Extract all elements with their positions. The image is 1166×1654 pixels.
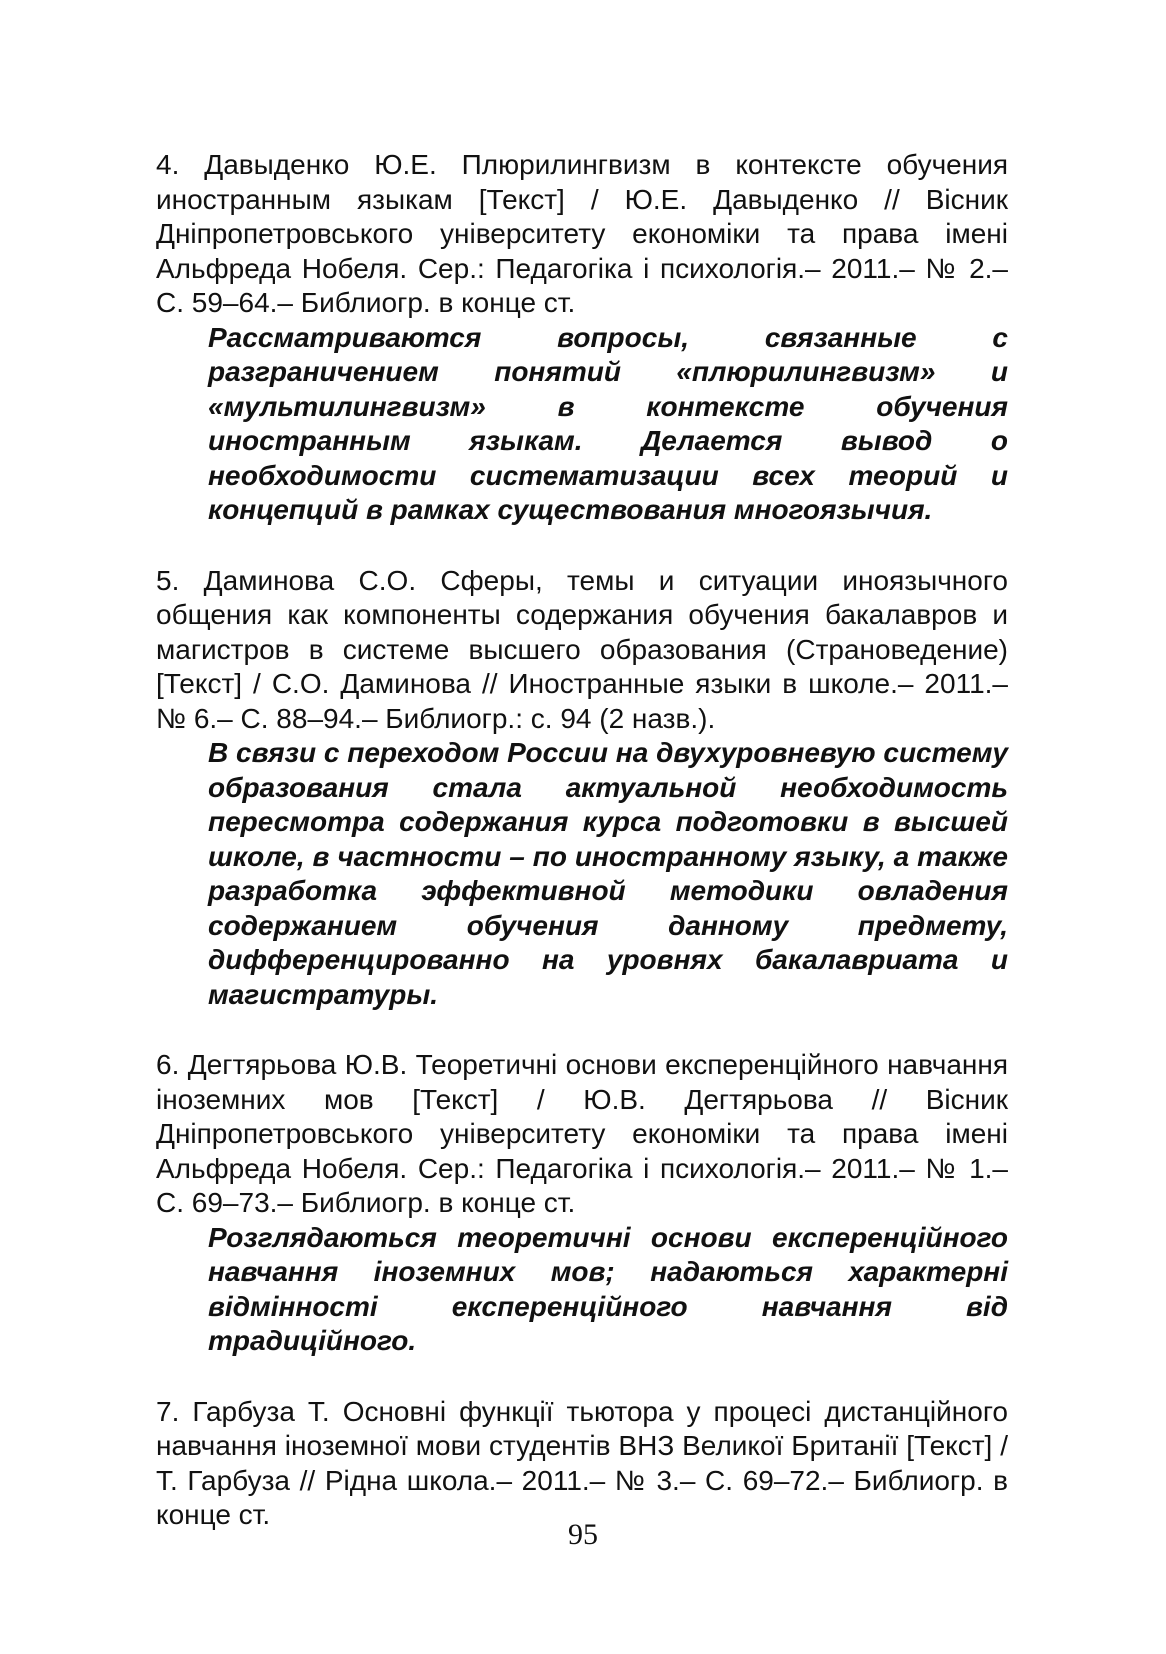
entry-citation: 5. Даминова С.О. Сферы, темы и ситуации иноязычного общения как компоненты содержания обучения бакалавров и магистров в системе высшего образования (Страноведение) [Текст] / С.О. Даминова // Иностранные языки в школе.– 2011.– № 6.– С. 88–94.– Библиогр.: с. 94 (2 назв.). <box>156 564 1008 734</box>
entry-annotation: Розглядаються теоретичні основи експеренційного навчання іноземних мов; надаються характерні відмінності експеренційного навчання від традиційного. <box>208 1221 1008 1356</box>
bibliography-page <box>156 148 1008 1569</box>
entry-citation: 6. Дегтярьова Ю.В. Теоретичні основи експеренційного навчання іноземних мов [Текст] / Ю.В. Дегтярьова // Вісник Дніпропетровського університету економіки та права імені Альфреда Нобеля. Сер.: Педагогіка і психологія.– 2011.– № 1.– С. 69–73.– Библиогр. в конце ст. <box>156 1049 1008 1218</box>
entry-citation: 4. Давыденко Ю.Е. Плюрилингвизм в контексте обучения иностранным языкам [Текст] / Ю.Е. Давыденко // Вісник Дніпропетровського університету економіки та права імені Альфреда Нобеля. Сер.: Педагогіка і психологія.– 2011.– № 2.– С. 59–64.– Библиогр. в конце ст. <box>156 149 1008 318</box>
bibliography-entry-7 <box>156 1395 1008 1533</box>
bibliography-entry-4 <box>156 148 1008 528</box>
entry-annotation: Рассматриваются вопросы, связанные с разграничением понятий «плюрилингвизм» и «мультилингвизм» в контексте обучения иностранным языкам. Делается вывод о необходимости систематизации всех теорий и концепций в рамках существования многоязычия. <box>208 321 1008 525</box>
page-number: 95 <box>568 1518 598 1551</box>
bibliography-entry-6 <box>156 1048 1008 1359</box>
bibliography-entry-5 <box>156 564 1008 1013</box>
entry-annotation: В связи с переходом России на двухуровневую систему образования стала актуальной необходимость пересмотра содержания курса подготовки в высшей школе, в частности – по иностранному языку, а также разработка эффективной методики овладения содержанием обучения данному предмету, дифференцированно на уровнях бакалавриата и магистратуры. <box>208 737 1008 1010</box>
entry-citation: 7. Гарбуза Т. Основні функції тьютора у процесі дистанційного навчання іноземної мови студентів ВНЗ Великої Британії [Текст] / Т. Гарбуза // Рідна школа.– 2011.– № 3.– С. 69–72.– Библиогр. в конце ст. <box>156 1395 1008 1530</box>
